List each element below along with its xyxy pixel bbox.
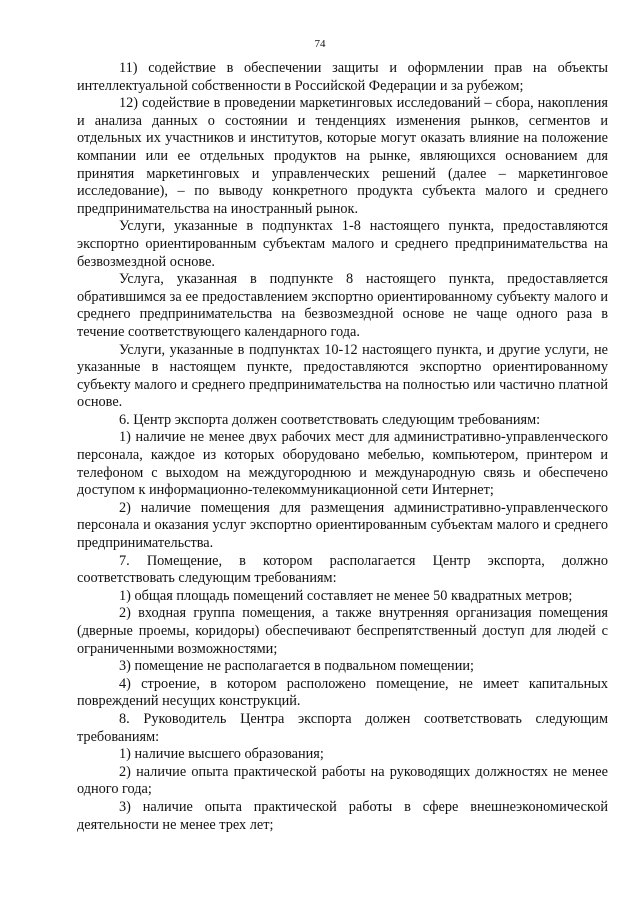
paragraph-item-11: 11) содействие в обеспечении защиты и оформлении прав на объекты интеллектуальной собственности в Российской Федерации и за рубежом; <box>77 60 608 94</box>
document-body <box>77 60 608 834</box>
paragraph-section-6-item-1: 1) наличие не менее двух рабочих мест для административно-управленческого персонала, каждое из которых оборудовано мебелью, компьютером, принтером и телефоном с выходом на междугороднюю и международную связь и обеспечено доступом к информационно-телекоммуникационной сети Интернет; <box>77 429 608 499</box>
paragraph-services-1-8: Услуги, указанные в подпунктах 1-8 настоящего пункта, предоставляются экспортно ориентированным субъектам малого и среднего предпринимательства на безвозмездной основе. <box>77 218 608 270</box>
paragraph-item-12: 12) содействие в проведении маркетинговых исследований – сбора, накопления и анализа данных о состоянии и тенденциях изменения рынков, сегментов и отдельных их участников и институтов, которые могут оказать влияние на положение компании или ее отдельных продуктов на рынке, являющихся основанием для принятия маркетинговых и управленческих решений (далее – маркетинговое исследование), – по выводу конкретного продукта субъекта малого и среднего предпринимательства на иностранный рынок. <box>77 95 608 217</box>
paragraph-section-7-item-1: 1) общая площадь помещений составляет не менее 50 квадратных метров; <box>119 587 573 604</box>
paragraph-section-6-item-2: 2) наличие помещения для размещения административно-управленческого персонала и оказания услуг экспортно ориентированным субъектам малого и среднего предпринимательства. <box>77 499 608 552</box>
paragraph-section-6: 6. Центр экспорта должен соответствовать следующим требованиям: <box>119 411 541 428</box>
paragraph-section-8-item-3: 3) наличие опыта практической работы в сфере внешнеэкономической деятельности не менее трех лет; <box>77 798 608 833</box>
paragraph-section-7-item-3: 3) помещение не располагается в подвальном помещении; <box>119 658 474 675</box>
paragraph-section-7-item-2: 2) входная группа помещения, а также внутренняя организация помещения (дверные проемы, коридоры) обеспечивают беспрепятственный доступ для людей с ограниченными возможностями; <box>77 605 608 657</box>
paragraph-section-8: 8. Руководитель Центра экспорта должен соответствовать следующим требованиям: <box>77 710 608 745</box>
page-number: 74 <box>314 38 326 50</box>
paragraph-section-8-item-2: 2) наличие опыта практической работы на руководящих должностях не менее одного года; <box>77 763 608 798</box>
paragraph-section-7-item-4: 4) строение, в котором расположено помещение, не имеет капитальных повреждений несущих конструкций. <box>77 675 608 710</box>
paragraph-service-8: Услуга, указанная в подпункте 8 настоящего пункта, предоставляется обратившимся за ее предоставлением экспортно ориентированному субъекту малого и среднего предпринимательства на безвозмездной основе не чаще одного раза в течение соответствующего календарного года. <box>77 271 608 340</box>
paragraph-section-8-item-1: 1) наличие высшего образования; <box>119 746 324 763</box>
paragraph-services-10-12: Услуги, указанные в подпунктах 10-12 настоящего пункта, и другие услуги, не указанные в настоящем пункте, предоставляются экспортно ориентированному субъекту малого и среднего предпринимательства на полностью или частично платной основе. <box>77 341 608 411</box>
paragraph-section-7: 7. Помещение, в котором располагается Центр экспорта, должно соответствовать следующим требованиям: <box>77 552 608 587</box>
